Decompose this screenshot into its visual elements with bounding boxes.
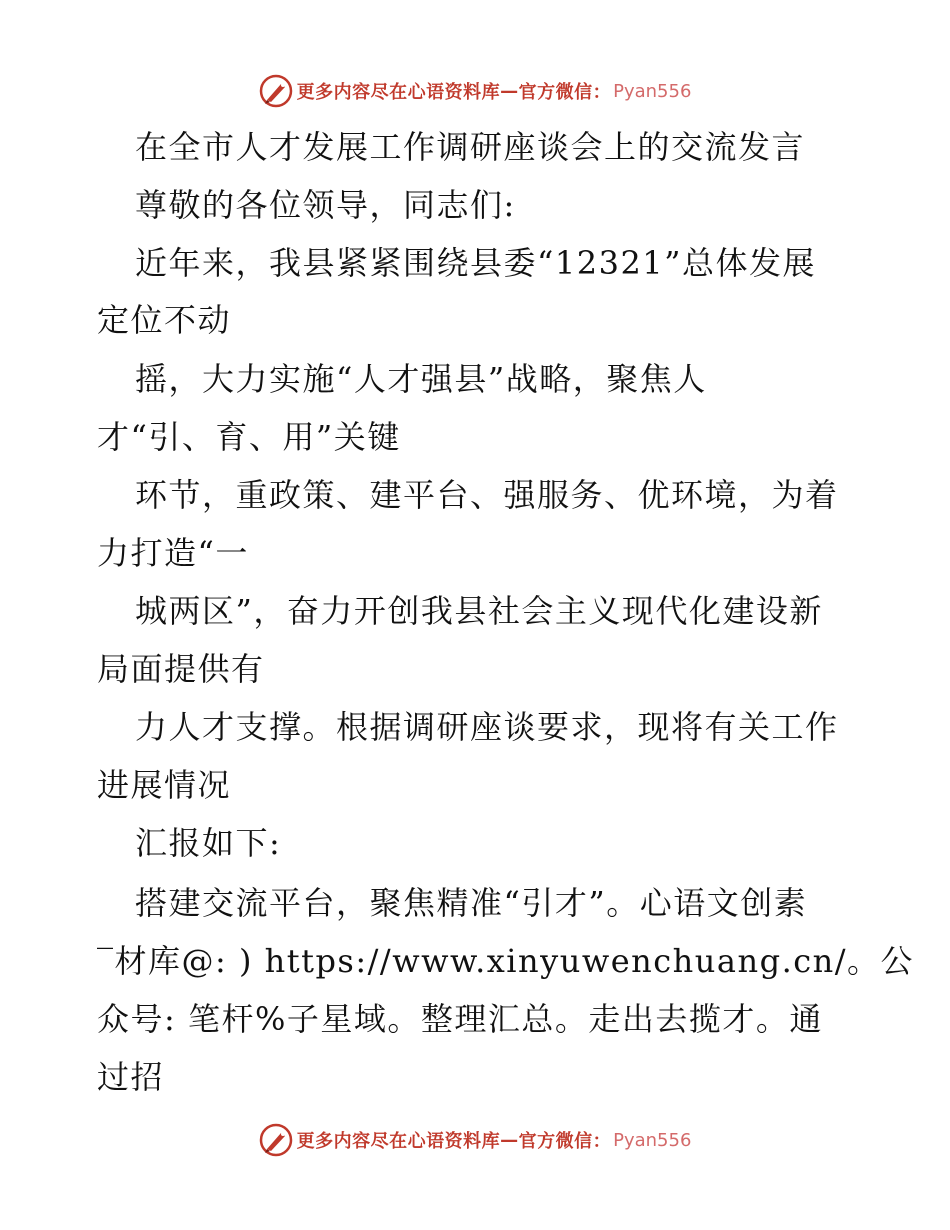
body-line: 近年来，我县紧紧围绕县委“12321”总体发展 — [135, 244, 817, 282]
footer-watermark — [0, 1120, 950, 1160]
watermark-dash: — — [500, 1129, 519, 1151]
watermark-suffix-text: 官方微信： — [518, 1131, 612, 1152]
body-line: 力打造“一 — [97, 534, 249, 572]
body-line: 城两区”，奋力开创我县社会主义现代化建设新 — [135, 592, 823, 630]
pen-logo-icon — [259, 1123, 293, 1157]
body-line-url: ‾材库@: ) https://www.xinyuwenchuang.cn/。公 — [97, 942, 915, 980]
body-line: 力人才支撑。根据调研座谈要求，现将有关工作 — [135, 708, 839, 746]
watermark-wechat-id: Pyan556 — [613, 80, 692, 102]
body-line: 众号: 笔杆%子星域。整理汇总。走出去揽才。通 — [97, 1000, 823, 1038]
body-line: 过招 — [97, 1058, 165, 1096]
body-line: 摇，大力实施“人才强县”战略，聚焦人 — [135, 360, 707, 398]
watermark-suffix-text: 官方微信： — [518, 82, 612, 103]
body-line: 进展情况 — [97, 766, 232, 804]
body-line: 定位不动 — [97, 301, 232, 339]
watermark-brand-text: 更多内容尽在心语资料库 — [296, 82, 501, 103]
document-title: 在全市人才发展工作调研座谈会上的交流发言 — [135, 128, 806, 166]
salutation-line: 尊敬的各位领导，同志们: — [135, 186, 516, 224]
watermark-brand-text: 更多内容尽在心语资料库 — [296, 1131, 501, 1152]
body-line: 才“引、育、用”关键 — [97, 418, 401, 456]
body-line: 环节，重政策、建平台、强服务、优环境，为着 — [135, 476, 839, 514]
pen-logo-icon — [259, 74, 293, 108]
watermark-dash: — — [500, 80, 519, 102]
body-line: 局面提供有 — [97, 650, 265, 688]
watermark-wechat-id: Pyan556 — [613, 1129, 692, 1151]
body-line: 汇报如下: — [135, 824, 282, 862]
header-watermark — [0, 71, 950, 111]
body-line: 搭建交流平台，聚焦精准“引才”。心语文创素 — [135, 884, 808, 922]
